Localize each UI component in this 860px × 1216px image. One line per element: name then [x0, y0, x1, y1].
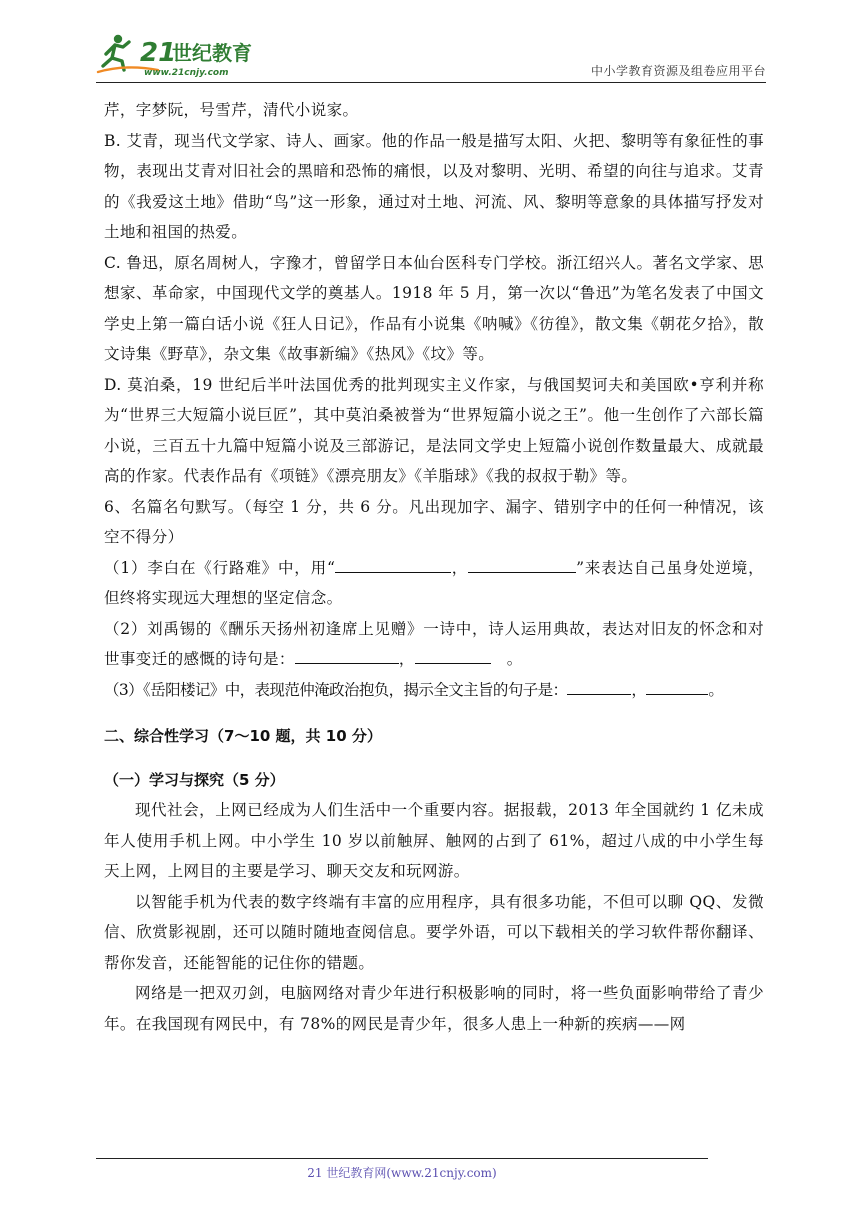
answer-c: C. 鲁迅，原名周树人，字豫才，曾留学日本仙台医科专门学校。浙江绍兴人。著名文学家、思想家、革命家，中国现代文学的奠基人。1918 年 5 月，第一次以“鲁迅”为笔名发表了中国文学史上第一篇白话小说《狂人日记》，作品有小说集《呐喊》《彷徨》，散文集《朝花夕拾》，散文诗集《野草》，杂文集《故事新编》《热风》《坟》等。: [104, 253, 764, 363]
answer-b: B. 艾青，现当代文学家、诗人、画家。他的作品一般是描写太阳、火把、黎明等有象征性的事物，表现出艾青对旧社会的黑暗和恐怖的痛恨，以及对黎明、光明、希望的向往与追求。艾青的《我爱这土地》借助“鸟”这一形象，通过对土地、河流、风、黎明等意象的具体描写抒发对土地和祖国的热爱。: [104, 131, 764, 241]
q6-2-text-end: 。: [506, 650, 523, 668]
q6-3-text-end: 。: [708, 680, 724, 699]
logo-name: 世纪教育: [172, 41, 252, 65]
answer-blank[interactable]: [468, 556, 576, 573]
passage-paragraph: 现代社会，上网已经成为人们生活中一个重要内容。据报载，2013 年全国就约 1 亿未成年人使用手机上网。中小学生 10 岁以前触屏、触网的占到了 61%，超过八成的中小学生每天上网，上网目的主要是学习、聊天交友和玩网游。: [104, 801, 764, 880]
section-2-title: 二、综合性学习（7～10 题，共 10 分）: [104, 727, 382, 745]
q6-2-comma: ，: [398, 650, 415, 668]
answer-blank[interactable]: [646, 678, 708, 695]
passage-paragraph: 以智能手机为代表的数字终端有丰富的应用程序，具有很多功能，不但可以聊 QQ、发微信、欣赏影视剧，还可以随时随地查阅信息。要学外语，可以下载相关的学习软件帮你翻译、帮你发音，还能智能的记住你的错题。: [104, 892, 764, 972]
question-6-3: [104, 675, 764, 706]
q6-3-comma: ，: [631, 680, 647, 699]
q6-1-comma: ，: [451, 558, 469, 577]
answer-d: D. 莫泊桑，19 世纪后半叶法国优秀的批判现实主义作家，与俄国契诃夫和美国欧•亨利并称为“世界三大短篇小说巨匠”，其中莫泊桑被誉为“世界短篇小说之王”。他一生创作了六部长篇小说，三百五十九篇中短篇小说及三部游记，是法同文学史上短篇小说创作数量最大、成就最高的作家。代表作品有《项链》《漂亮朋友》《羊脂球》《我的叔叔于勒》等。: [104, 375, 764, 485]
document-body: [104, 95, 764, 1039]
q6-2-text: （2）刘禹锡的《酬乐天扬州初逢席上见赠》一诗中，诗人运用典故，表达对旧友的怀念和对世事变迁的感慨的诗句是：: [104, 619, 764, 668]
logo-url: www.21cnjy.com: [144, 68, 229, 78]
21cnjy-logo: [96, 30, 266, 80]
subsection-1-title: （一）学习与探究（5 分）: [104, 771, 285, 789]
page-header: [96, 26, 766, 82]
logo-number: 21: [140, 38, 177, 68]
q6-3-text: （3）《岳阳楼记》中，表现范仲淹政治抱负，揭示全文主旨的句子是：: [104, 680, 568, 699]
q6-1-text: （1）李白在《行路难》中，用“: [104, 558, 336, 577]
question-6-1: [104, 553, 764, 614]
q6-1-text-end: ”来表达自己虽身处逆境，但终将实现远大理想的坚定信念。: [104, 558, 764, 607]
header-divider: [96, 82, 766, 83]
footer-link[interactable]: 21 世纪教育网(www.21cnjy.com): [307, 1166, 497, 1180]
answer-blank[interactable]: [295, 647, 399, 664]
question-6: 6、名篇名句默写。（每空 1 分，共 6 分。凡出现加字、漏字、错别字中的任何一种情况，该空不得分）: [104, 497, 764, 546]
answer-a-continued: 芹，字梦阮，号雪芹，清代小说家。: [104, 101, 359, 119]
question-6-2: [104, 614, 764, 675]
passage-paragraph: 网络是一把双刃剑，电脑网络对青少年进行积极影响的同时，将一些负面影响带给了青少年。在我国现有网民中，有 78%的网民是青少年，很多人患上一种新的疾病——网: [104, 984, 764, 1033]
footer-divider: [96, 1158, 708, 1159]
answer-blank[interactable]: [335, 556, 451, 573]
answer-blank[interactable]: [567, 678, 631, 695]
platform-name: 中小学教育资源及组卷应用平台: [590, 64, 766, 78]
answer-blank[interactable]: [415, 647, 491, 664]
